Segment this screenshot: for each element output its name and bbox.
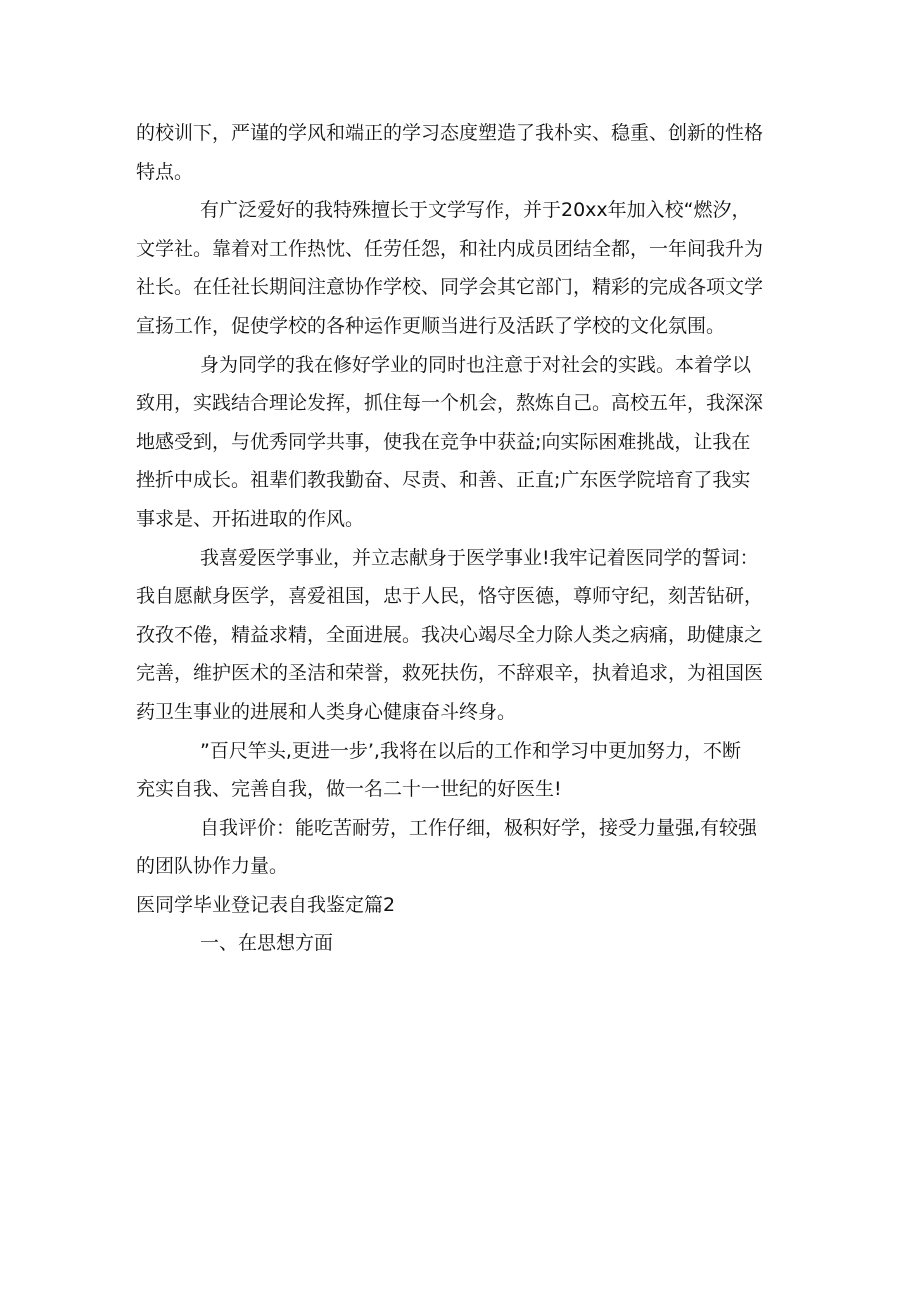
paragraph-future-goal: [136, 732, 792, 809]
text-line: 文学社。靠着对工作热忱、任劳任怨，和社内成员团结全都，一年间我升为: [136, 237, 764, 260]
text-line: 自我评价：能吃苦耐劳，工作仔细，极积好学，接受力量强,有较强: [200, 816, 758, 839]
document-body: [136, 114, 792, 963]
subsection-title: 一、在思想方面: [200, 932, 334, 955]
paragraph-social-practice: [136, 346, 792, 539]
text-line: 事求是、开拓进取的作风。: [136, 507, 365, 530]
text-line: 充实自我、完善自我，做一名二十一世纪的好医生!: [136, 778, 562, 801]
text-line: 药卫生事业的进展和人类身心健康奋斗终身。: [136, 700, 517, 723]
text-line: 有广泛爱好的我特殊擅长于文学写作，并于20xx年加入校“燃汐，: [200, 199, 751, 222]
paragraph-self-evaluation: [136, 809, 792, 886]
text-line: 身为同学的我在修好学业的同时也注意于对社会的实践。本着学以: [200, 353, 752, 376]
text-line: 特点。: [136, 160, 194, 183]
text-line: 的校训下，严谨的学风和端正的学习态度塑造了我朴实、稳重、创新的性格: [136, 122, 764, 144]
text-line: 完善，维护医术的圣洁和荣誉，救死扶伤，不辞艰辛，执着追求，为祖国医: [136, 662, 764, 685]
text-line: 我自愿献身医学，喜爱祖国，忠于人民，恪守医德，尊师守纪，刻苦钻研，: [136, 585, 764, 608]
text-line: 地感受到，与优秀同学共事，使我在竞争中获益;向实际困难挑战，让我在: [136, 430, 751, 453]
paragraph-literature-club: [136, 191, 792, 345]
text-line: 社长。在任社长期间注意协作学校、同学会其它部门，精彩的完成各项文学: [136, 276, 764, 299]
text-line: 宣扬工作，促使学校的各种运作更顺当进行及活跃了学校的文化氛围。: [136, 314, 726, 337]
text-line: 孜孜不倦，精益求精，全面进展。我决心竭尽全力除人类之病痛，助健康之: [136, 623, 764, 646]
section-title: 医同学毕业登记表自我鉴定篇2: [136, 893, 396, 916]
paragraph-list: [136, 114, 792, 886]
paragraph-medical-oath: [136, 539, 792, 732]
text-line: ”百尺竿头,更进一步’,我将在以后的工作和学习中更加努力，不断: [200, 739, 741, 762]
text-line: 致用，实践结合理论发挥，抓住每一个机会，熬炼自己。高校五年，我深深: [136, 392, 764, 415]
text-line: 挫折中成长。祖辈们教我勤奋、尽责、和善、正直;广东医学院培育了我实: [136, 469, 751, 492]
paragraph-school-motto: [136, 114, 792, 191]
text-line: 的团队协作力量。: [136, 855, 289, 878]
text-line: 我喜爱医学事业，并立志献身于医学事业!我牢记着医同学的誓词：: [200, 546, 759, 569]
